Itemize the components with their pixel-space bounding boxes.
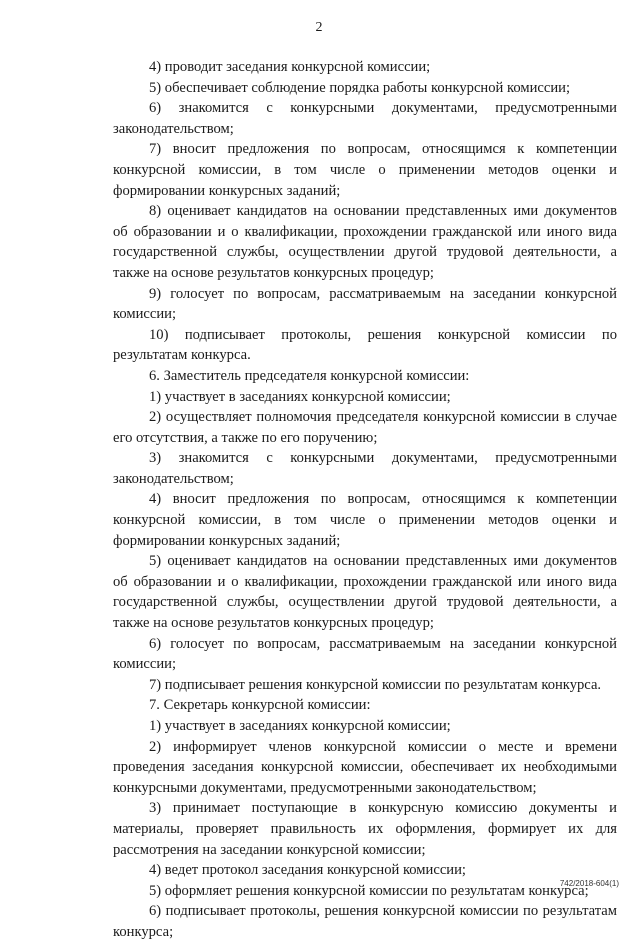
paragraph: 8) оценивает кандидатов на основании представленных ими документов об образовании и о квалификации, прохождении гражданской или иного вида государственной службы, осуществлении другой трудовой деятельности, а также на основе результатов конкурсных процедур; bbox=[113, 203, 617, 281]
paragraph: 3) знакомится с конкурсными документами, предусмотренными законодательством; bbox=[113, 450, 617, 487]
paragraph: 1) участвует в заседаниях конкурсной комиссии; bbox=[149, 718, 451, 734]
page-number: 2 bbox=[315, 20, 323, 35]
paragraph: 9) голосует по вопросам, рассматриваемым на заседании конкурсной комиссии; bbox=[113, 285, 617, 323]
paragraph: 5) оценивает кандидатов на основании представленных ими документов об образовании и о квалификации, прохождении гражданской или иного вида государственной службы, осуществлении другой трудовой деятельности, а также на основе результатов конкурсных процедур; bbox=[113, 553, 617, 632]
paragraph: 3) принимает поступающие в конкурсную комиссию документы и материалы, проверяет правильность их оформления, формирует их для рассмотрения на заседании конкурсной комиссии; bbox=[113, 800, 617, 858]
section-heading: 6. Заместитель председателя конкурсной комиссии: bbox=[149, 367, 470, 384]
paragraph: 7) подписывает решения конкурсной комиссии по результатам конкурса. bbox=[149, 676, 602, 693]
document-body bbox=[113, 57, 617, 943]
paragraph: 5) обеспечивает соблюдение порядка работы конкурсной комиссии; bbox=[149, 79, 571, 96]
document-code: 742/2018-604(1) bbox=[559, 879, 619, 888]
paragraph: 4) ведет протокол заседания конкурсной комиссии; bbox=[149, 862, 466, 879]
paragraph: 5) оформляет решения конкурсной комиссии по результатам конкурса; bbox=[149, 882, 589, 899]
paragraph: 4) проводит заседания конкурсной комиссии; bbox=[149, 59, 431, 75]
paragraph: 6) подписывает протоколы, решения конкурсной комиссии по результатам конкурса; bbox=[113, 903, 617, 940]
paragraph: 2) информирует членов конкурсной комиссии о месте и времени проведения заседания конкурсной комиссии, обеспечивает их необходимыми конкурсными документами, предусмотренными законодательством; bbox=[113, 738, 617, 796]
paragraph: 10) подписывает протоколы, решения конкурсной комиссии по результатам конкурса. bbox=[113, 326, 617, 364]
paragraph: 4) вносит предложения по вопросам, относящимся к компетенции конкурсной комиссии, в том числе о применении методов оценки и формировании конкурсных заданий; bbox=[113, 491, 617, 549]
paragraph: 6) голосует по вопросам, рассматриваемым на заседании конкурсной комиссии; bbox=[113, 635, 617, 673]
paragraph: 7) вносит предложения по вопросам, относящимся к компетенции конкурсной комиссии, в том числе о применении методов оценки и формировании конкурсных заданий; bbox=[113, 141, 617, 199]
paragraph: 2) осуществляет полномочия председателя конкурсной комиссии в случае его отсутствия, а также по его поручению; bbox=[113, 409, 617, 446]
section-heading: 7. Секретарь конкурсной комиссии: bbox=[149, 697, 371, 714]
paragraph: 6) знакомится с конкурсными документами, предусмотренными законодательством; bbox=[113, 100, 617, 137]
paragraph: 1) участвует в заседаниях конкурсной комиссии; bbox=[149, 388, 451, 405]
